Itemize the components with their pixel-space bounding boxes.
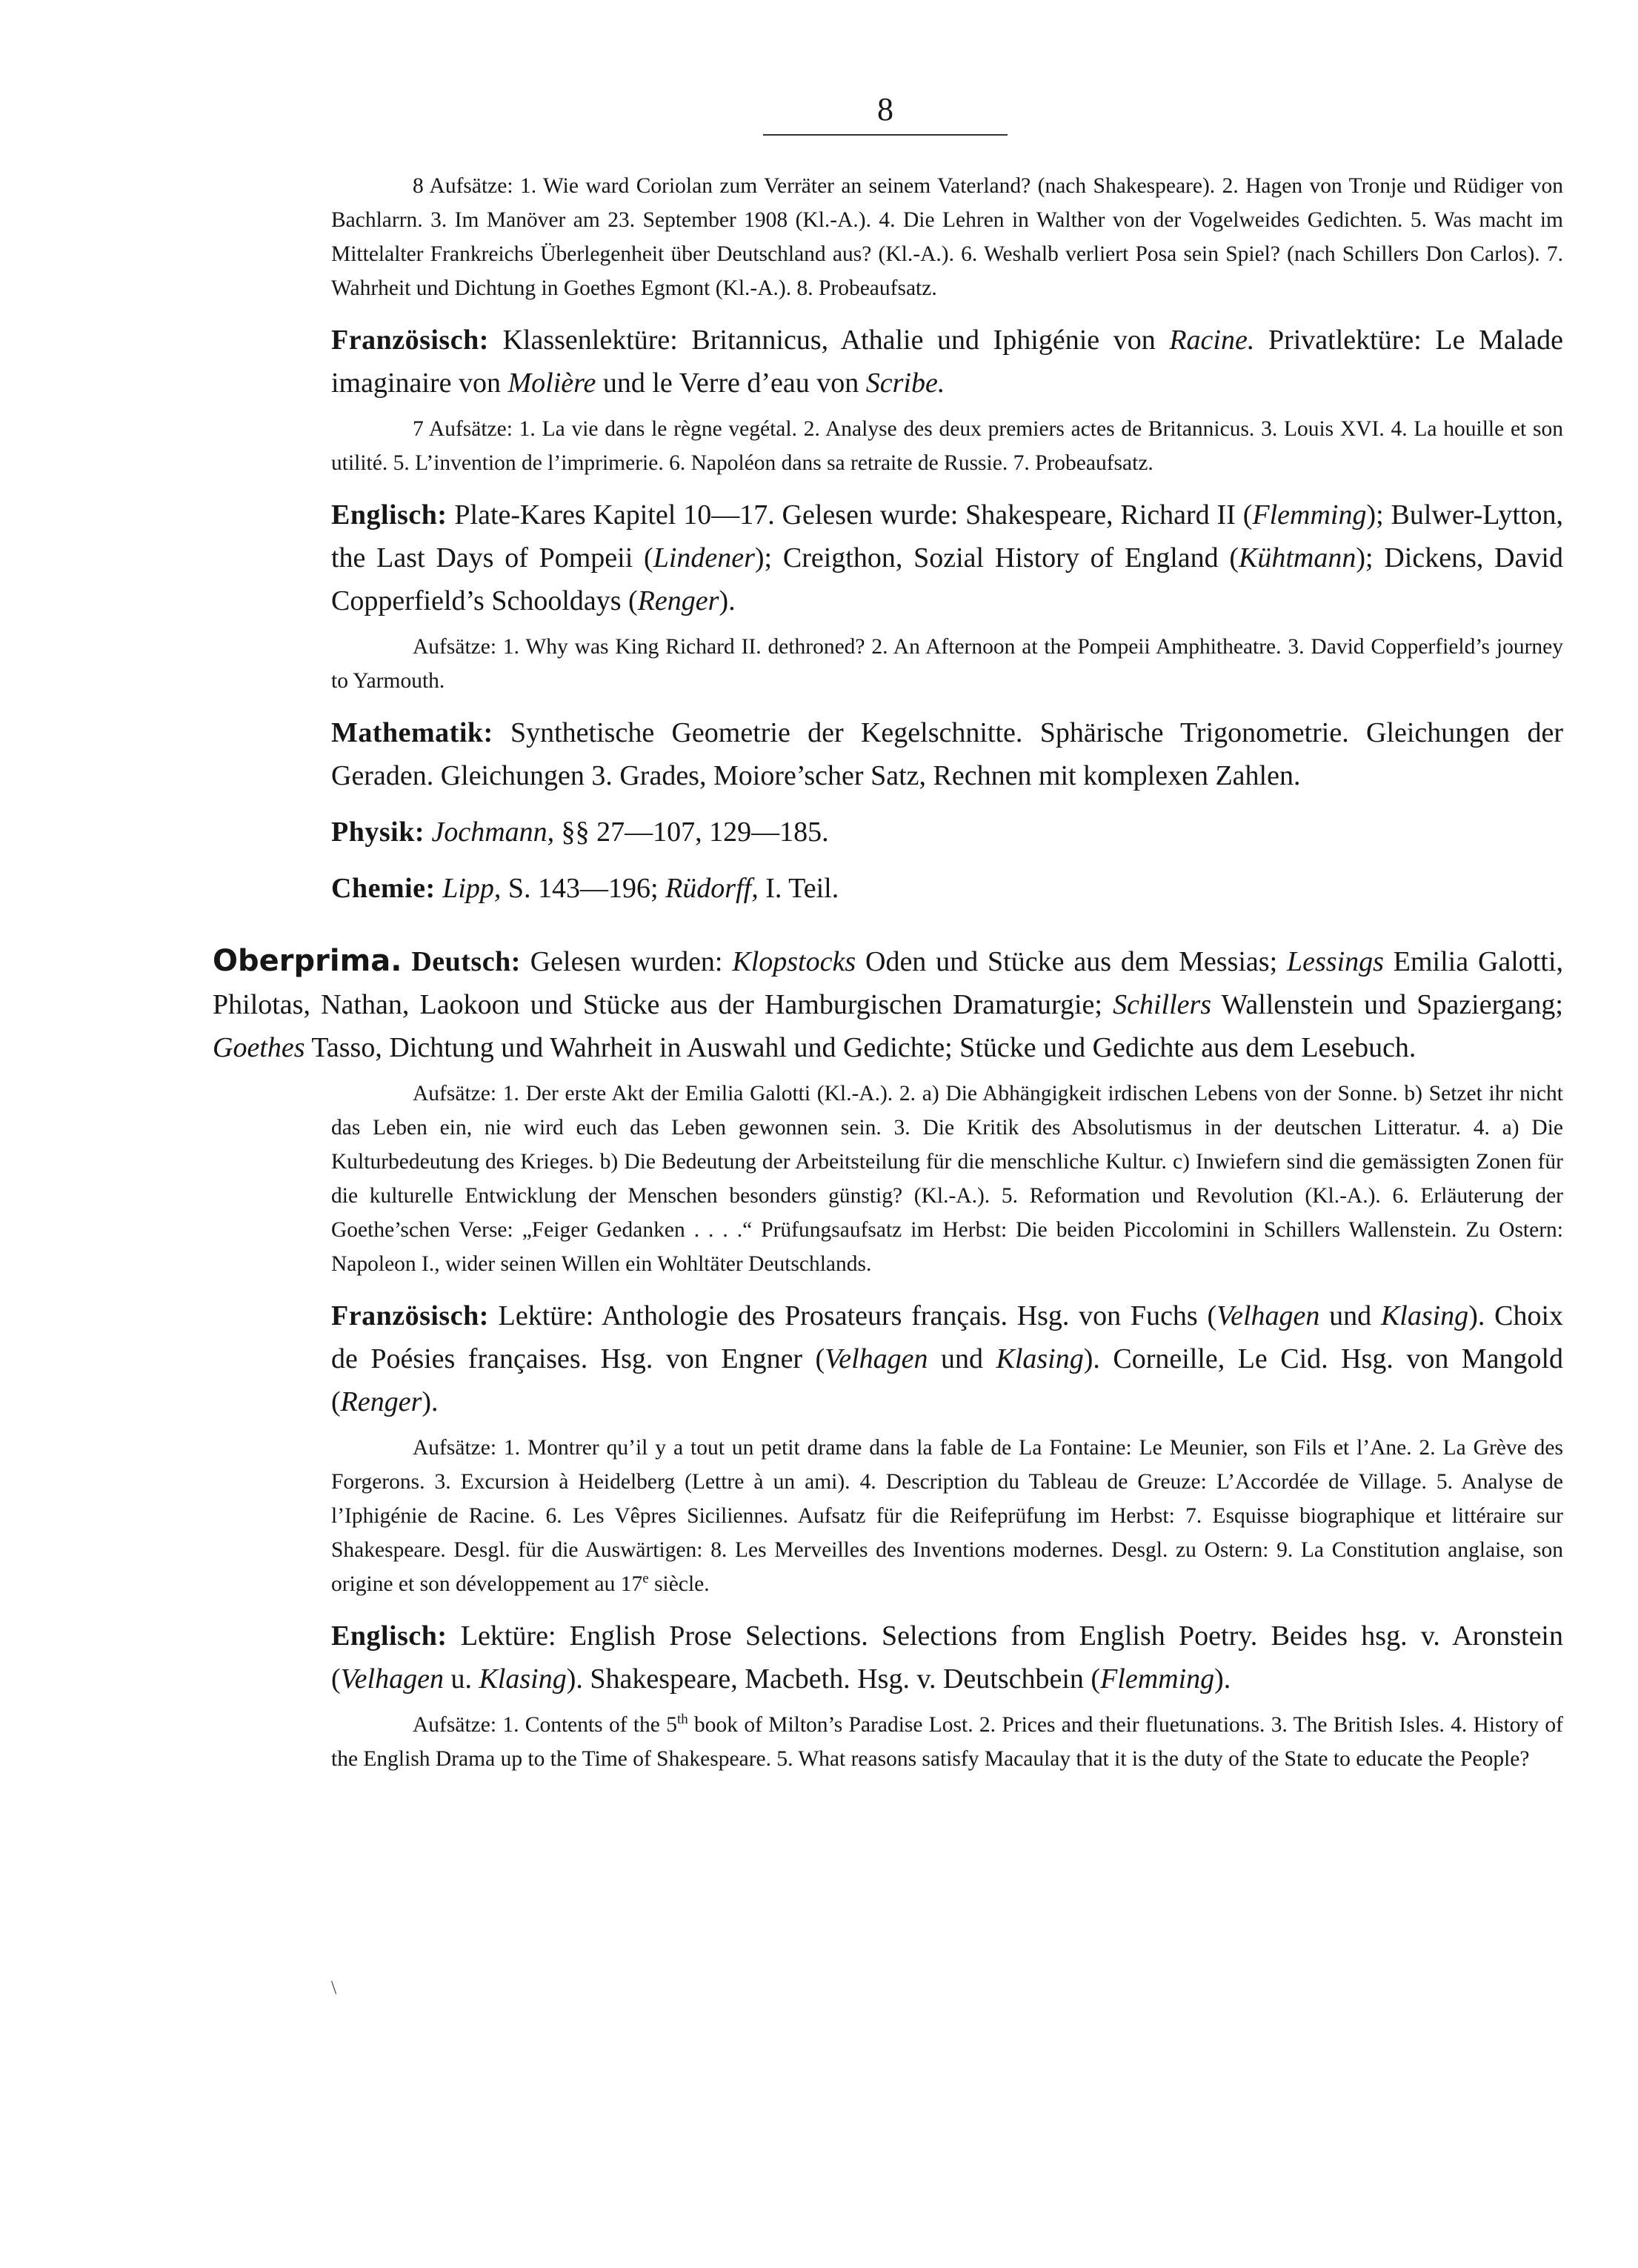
author-name: Klopstocks: [732, 946, 856, 977]
text: Tasso, Dichtung und Wahrheit in Auswahl und Gedichte; Stücke und Gedichte aus dem Lesebuch.: [304, 1032, 1416, 1063]
author-name: Scribe.: [865, 368, 945, 399]
publisher-name: Lindener: [653, 542, 755, 573]
page-number: 8: [877, 91, 893, 127]
oberprima-deutsch: [213, 940, 1563, 1069]
publisher-name: Klasing: [1380, 1300, 1469, 1331]
text: Oden und Stücke aus dem Messias;: [856, 946, 1287, 977]
prima-franzoesisch: [331, 319, 1563, 405]
oberprima-englisch: [331, 1614, 1563, 1700]
oberprima-franzoesisch-essays: [331, 1431, 1563, 1601]
publisher-name: Velhagen: [825, 1343, 928, 1374]
text: ).: [422, 1386, 439, 1417]
oberprima-deutsch-essays: Aufsätze: 1. Der erste Akt der Emilia Galotti (Kl.-A.). 2. a) Die Abhängigkeit irdischen Lebens von der Sonne. b) Setzet ihr nicht das Leben ein, nie wird euch das Leben gewonnen sein. 3. Die Kritik des Absolutismus in der deutschen Litteratur. 4. a) Die Kulturbedeutung des Krieges. b) Die Bedeutung der Arbeitsteilung für die menschliche Kultur. c) Inwiefern sind die gemässigten Zonen für die kulturelle Entwicklung der Menschen besonders günstig? (Kl.-A.). 5. Reformation und Revolution (Kl.-A.). 6. Erläuterung der Goethe’schen Verse: „Feiger Gedanken . . . .“ Prüfungsaufsatz im Herbst: Die beiden Piccolomini in Schillers Wallenstein. Zu Ostern: Napoleon I., wider seinen Willen ein Wohltäter Deutschlands.: [331, 1082, 1563, 1276]
subject-label: Deutsch:: [411, 946, 521, 977]
prima-chemie: [331, 867, 1563, 910]
page-content: [213, 169, 1564, 1776]
prima-mathematik: [331, 711, 1563, 797]
publisher-name: Renger: [340, 1386, 422, 1417]
prima-physik: [331, 811, 1563, 854]
publisher-name: Flemming: [1252, 499, 1367, 531]
oberprima-franzoesisch: [331, 1294, 1563, 1423]
text: Emilia Galotti, Philotas, Nathan, Laokoon und Stücke aus der Hamburgischen Dramaturgie;: [213, 946, 1563, 1020]
text: Aufsätze: 1. Contents of the 5: [413, 1713, 677, 1737]
prima-deutsch-essays: 8 Aufsätze: 1. Wie ward Coriolan zum Verräter an seinem Vaterland? (nach Shakespeare). 2. Hagen von Tronje und Rüdiger von Bachlarrn. 3. Im Manöver am 23. September 1908 (Kl.-A.). 4. Die Lehren in Walther von der Vogelweides Gedichten. 5. Was macht im Mittelalter Frankreichs Überlegenheit über Deutschland aus? (Kl.-A.). 6. Weshalb verliert Posa sein Spiel? (nach Schillers Don Carlos). 7. Wahrheit und Dichtung in Goethes Egmont (Kl.-A.). 8. Probeaufsatz.: [331, 174, 1563, 300]
text: Synthetische Geometrie der Kegelschnitte. Sphärische Trigonometrie. Gleichungen der Geraden. Gleichungen 3. Grades, Moiore’scher Satz, Rechnen mit komplexen Zahlen.: [331, 717, 1563, 791]
section-heading: Oberprima.: [213, 944, 402, 978]
prima-englisch-essays: Aufsätze: 1. Why was King Richard II. dethroned? 2. An Afternoon at the Pompeii Amphitheatre. 3. David Copperfield’s journey to Yarmouth.: [331, 635, 1563, 693]
text: §§ 27—107, 129—185.: [554, 817, 829, 848]
text: ); Dickens, David Copperfield’s Schooldays (: [331, 542, 1563, 616]
prima-englisch: [331, 493, 1563, 622]
text: ).: [719, 585, 736, 616]
author-name: Lipp,: [442, 873, 502, 904]
publisher-name: Kühtmann: [1239, 542, 1356, 573]
author-name: Molière: [507, 368, 596, 399]
prima-franzoesisch-essays: 7 Aufsätze: 1. La vie dans le règne vegétal. 2. Analyse des deux premiers actes de Britannicus. 3. Louis XVI. 4. La houille et son utilité. 5. L’invention de l’imprimerie. 6. Napoléon dans sa retraite de Russie. 7. Probeaufsatz.: [331, 417, 1563, 475]
author-name: Racine.: [1169, 325, 1255, 356]
superscript: e: [642, 1571, 649, 1587]
text: Klassenlektüre: Britannicus, Athalie und Iphigénie von: [488, 325, 1170, 356]
header-rule: [763, 134, 1008, 136]
text: und le Verre d’eau von: [596, 368, 866, 399]
text: ); Creigthon, Sozial History of England (: [754, 542, 1239, 573]
text: book of Milton’s Paradise Lost. 2. Prices and their fluetunations. 3. The British Isles. 4. History of the English Drama up to the Time of Shakespeare. 5. What reasons satisfy Macaulay that it is the duty of the State to educate the People?: [331, 1713, 1563, 1771]
text: Plate-Kares Kapitel 10—17. Gelesen wurde: Shakespeare, Richard II (: [447, 499, 1253, 531]
subject-label: Englisch:: [331, 1620, 447, 1652]
text: I. Teil.: [758, 873, 839, 904]
text: Gelesen wurden:: [520, 946, 733, 977]
text: ).: [1214, 1663, 1231, 1695]
text: ); Bulwer-Lytton, the Last Days of Pompeii (: [331, 499, 1564, 573]
superscript: th: [676, 1712, 688, 1728]
subject-label: Englisch:: [331, 499, 447, 531]
subject-label: Mathematik:: [331, 717, 493, 748]
author-name: Schillers: [1113, 989, 1212, 1020]
oberprima-englisch-essays: [331, 1708, 1563, 1776]
text: Privatlektüre: Le Malade imaginaire von: [331, 325, 1563, 399]
text: ). Shakespeare, Macbeth. Hsg. v. Deutschbein (: [566, 1663, 1101, 1695]
text: u.: [443, 1663, 479, 1695]
text: Lektüre: English Prose Selections. Selections from English Poetry. Beides hsg. v. Aronstein (: [331, 1620, 1563, 1695]
text: siècle.: [648, 1572, 710, 1596]
stray-ink-mark: \: [331, 1977, 337, 1998]
text: Wallenstein und Spaziergang;: [1211, 989, 1563, 1020]
publisher-name: Flemming: [1100, 1663, 1215, 1695]
publisher-name: Velhagen: [340, 1663, 444, 1695]
publisher-name: Velhagen: [1216, 1300, 1320, 1331]
subject-label: Chemie:: [331, 873, 436, 904]
author-name: Goethes: [213, 1032, 305, 1063]
text: S. 143—196;: [501, 873, 666, 904]
text: und: [928, 1343, 996, 1374]
text: und: [1319, 1300, 1381, 1331]
author-name: Jochmann,: [431, 817, 555, 848]
subject-label: Physik:: [331, 817, 425, 848]
subject-label: Französisch:: [331, 325, 489, 356]
text: ). Choix de Poésies françaises. Hsg. von Engner (: [331, 1300, 1563, 1374]
publisher-name: Renger: [637, 585, 719, 616]
subject-label: Französisch:: [331, 1300, 489, 1331]
author-name: Rüdorff,: [665, 873, 759, 904]
publisher-name: Klasing: [996, 1343, 1084, 1374]
publisher-name: Klasing: [479, 1663, 567, 1695]
text: Lektüre: Anthologie des Prosateurs français. Hsg. von Fuchs (: [488, 1300, 1217, 1331]
author-name: Lessings: [1287, 946, 1384, 977]
text: ). Corneille, Le Cid. Hsg. von Mangold (: [331, 1343, 1564, 1417]
text: Aufsätze: 1. Montrer qu’il y a tout un petit drame dans la fable de La Fontaine: Le Meunier, son Fils et l’Ane. 2. La Grève des Forgerons. 3. Excursion à Heidelberg (Lettre à un ami). 4. Description du Tableau de Greuze: L’Accordée de Village. 5. Analyse de l’Iphigénie de Racine. 6. Les Vêpres Siciliennes. Aufsatz für die Reifeprüfung im Herbst: 7. Esquisse biographique et littéraire sur Shakespeare. Desgl. für die Auswärtigen: 8. Les Merveilles des Inventions modernes. Desgl. zu Ostern: 9. La Constitution anglaise, son origine et son développement au 17: [331, 1436, 1563, 1596]
